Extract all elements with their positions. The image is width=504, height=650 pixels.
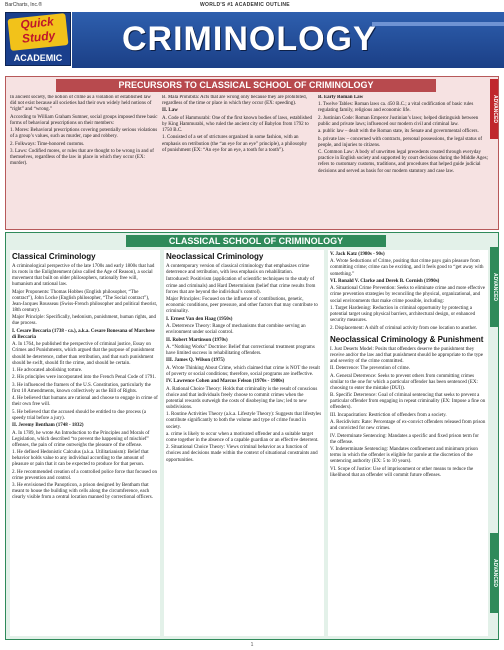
list-item: 1. He defined Hedonistic Calculus (a.k.a. Utilitarianism): Belief that behavior holds value to any individual according to the amount of pleasure or pain that it can be expected to produce for that person. — [12, 450, 149, 468]
list-item: 3. He influenced the framers of the U.S. Constitution, particularly the first 10 Amendments, known collectively as the Bill of Rights. — [12, 382, 151, 394]
page-title: CRIMINOLOGY — [122, 20, 377, 58]
precursors-column-3 — [318, 95, 488, 227]
list-item: IV. Determinate Sentencing: Mandates a specific and fixed prison term for the offense. — [330, 433, 479, 445]
list-item: II. Deterrence: The prevention of crime. — [330, 366, 411, 372]
list-item: A. General Deterrence: Seeks to prevent others from committing crimes similar to the one for which a particular offender has been sentenced (EX: choosing to enter the mistake (DUI)). — [330, 373, 478, 391]
list-item: 1. Twelve Tables: Roman laws ca. 450 B.C.; a vital codification of basic rules regulating family, religious and economic life. — [318, 102, 474, 114]
list-item: A. Situational Crime Prevention: Seeks to eliminate crime and more effective crime prevention strategies by reconciling the physical, organizational, and social environments that make crime possible, including: — [330, 286, 486, 304]
classical-section — [5, 232, 499, 640]
list-item: a. crime is likely to occur when a motivated offender and a suitable target come together in the absence of a capable guardian or an effective deterrent. — [166, 431, 319, 443]
list-item: 1. He advocated abolishing torture. — [12, 367, 83, 373]
list-item: A. Recidivism: Rate: Percentage of ex-convict offenders released from prison and convicted for new crimes. — [330, 420, 486, 432]
list-item: 1. Target Hardening: Reduction in criminal opportunity by protecting a potential target using physical barriers, architectural design, or enhanced security measures. — [330, 305, 476, 324]
paragraph: A criminological perspective of the late 1700s and early 1800s that had its roots in the Enlightenment (also called the Age of Reason), a social movement that built on older philosophers, rationally free will, humanism and rational law. — [12, 264, 155, 288]
paragraph: 1. Consisted of a set of strictures organized in some fashion, with an emphasis on retribution (the “an eye for an eye” principle), a philosophy of punishment (EX: “An eye for an eye, a tooth for a tooth”). — [162, 135, 307, 153]
side-tab: ADVANCED — [490, 247, 498, 327]
title-banner — [72, 12, 504, 68]
list-item: A. In 1764, he published the perspective of criminal justice, Essay on Crimes and Punishments, which argued that the purpose of punishment should be deterrence, rather than retribution, and that such punishment should be swift, should fit the crime, and should be certain. — [12, 342, 155, 366]
paragraph: B. Mala Prohibita: Acts that are wrong only because they are prohibited, regardless of the time or place in which they occur (EX: speeding). — [162, 95, 307, 107]
section-label: I. Ernest Van den Haag (1950s) — [166, 316, 233, 322]
list-item: 2. Folkways: Time-honored customs. — [10, 141, 85, 147]
paragraph: In ancient society, the notion of crime as a violation of established law did not exist because all societies had their own widely held notions of “right” and “wrong.” — [10, 95, 152, 113]
subheading: Neoclassical Criminology & Punishment — [330, 334, 484, 344]
publisher-label: BarCharts, Inc.® — [5, 2, 43, 8]
logo-text: Quick Study — [19, 14, 56, 46]
paragraph: A contemporary version of classical criminology that emphasizes crime deterrence and retribution, with less emphasis on rehabilitation. — [166, 264, 310, 276]
precursors-heading: PRECURSORS TO CLASSICAL SCHOOL OF CRIMINOLOGY — [56, 79, 436, 92]
list-item: 3. He envisioned the Panopticon, a prison designed by Bentham that meant to house the building with cells along the circumference, each clearly visible from a central location manned by correctional officers. — [12, 483, 153, 501]
subheading: Neoclassical Criminology — [166, 252, 264, 261]
list-item: B. Specific Deterrence: Goal of criminal sentencing that seeks to prevent a particular offender from engaging in repeat criminality (EX: Impose a fine on offenders). — [330, 393, 486, 411]
list-item: 1. Mores: Behavioral prescriptions covering potentially serious violations of a group’s values, such as murder, rape and robbery. — [10, 128, 158, 140]
classical-column-1 — [10, 250, 160, 636]
logo-subtitle: ACADEMIC — [13, 53, 63, 63]
paragraph: C. Common Law: A body of unwritten legal precedents created through everyday practice in English society and supported by court decisions during the Middle Ages; refers to customary customs, traditions, and procedures that helped guide judicial decisions and served as basis for our modern statutory and case law. — [318, 150, 488, 174]
section-label: B. Early Roman Law — [318, 95, 364, 100]
list-item: 2. He recommended creation of a controlled police force that focused on crime prevention and control. — [12, 469, 157, 481]
list-item: A. Rational Choice Theory: Holds that criminality is the result of conscious choice and that individuals freely choose to commit crimes when the potential rewards outweigh the costs of disobeying the law; led to new subdivisions. — [166, 386, 318, 410]
precursors-column-1 — [10, 95, 158, 227]
section-label: V. Jack Katz (1980s - 90s) — [330, 252, 385, 257]
paragraph: Introduced: Positivism (application of scientific techniques to the study of crime and criminals) and Hard Determinism (belief that crime results from forces that are beyond the individual’s control). — [166, 277, 316, 295]
list-item: 2. Displacement: A shift of criminal activity from one location to another. — [330, 325, 478, 331]
section-label: VI. Ronald V. Clarke and Derek B. Cornish (1990s) — [330, 278, 440, 284]
section-label: II. Robert Martinson (1970s) — [166, 337, 228, 343]
classical-column-2 — [164, 250, 324, 636]
paragraph: A. Code of Hammurabi: One of the first known bodies of laws, established by King Hammurabi, who ruled the ancient city of Babylon from 1792 to 1750 B.C. — [162, 115, 312, 134]
classical-heading: CLASSICAL SCHOOL OF CRIMINOLOGY — [126, 235, 386, 247]
list-item: I. Just Deserts Model: Posits that offenders deserve the punishment they receive and/or the law and that punishment should be appropriate to the type and severity of the crime committed. — [330, 346, 484, 364]
paragraph: According to William Graham Sumner, social groups imposed three basic forms of behavioral prescriptions on their members: — [10, 114, 158, 126]
logo-badge — [7, 13, 68, 51]
section-label: IV. Lawrence Cohen and Marcus Felson (1970s - 1980s) — [166, 379, 285, 385]
precursors-column-2 — [162, 95, 312, 227]
list-item: 2. Justinian Code: Roman Emperor Justinian’s laws; helped distinguish between public and private laws; influenced our modern civil and criminal law. — [318, 115, 479, 127]
list-item: A. Deterrence Theory: Range of mechanisms that combine serving an environment under social control. — [166, 324, 306, 336]
paragraph: Major Proponents: Thomas Hobbes (English philosopher, “The contract”), John Locke (English philosopher, “The Social contract”), Jean-Jacques Rousseau (Swiss-French philosopher and political theorist, 18th century). — [12, 289, 158, 313]
title-stripe — [372, 22, 504, 26]
quickstudy-logo — [5, 12, 71, 66]
list-item: a. public law – dealt with the Roman state, its Senate and governmental officers. — [318, 129, 479, 135]
list-item: A. “Nothing Works” Doctrine: Belief that correctional treatment programs have limited success in rehabilitating offenders. — [166, 344, 315, 356]
list-item: 3. Laws: Codified mores, or rules that are thought to be wrong in and of themselves, regardless of the law in place in which they occur (EX: murder). — [10, 148, 154, 167]
subheading: Classical Criminology — [12, 252, 96, 261]
section-label: II. Jeremy Bentham (1748 - 1832) — [12, 423, 84, 429]
side-tab: ADVANCED — [490, 533, 498, 613]
paragraph: Major Principles: Focused on the influence of contributions, genetic, economic conditions, peer pressure, and other factors that may contribute to criminality. — [166, 297, 318, 315]
section-label: III. James Q. Wilson (1975) — [166, 358, 225, 364]
list-item: b. private law – concerned with contracts, personal possessions, the legal status of people, and injuries to citizens. — [318, 136, 482, 148]
list-item: III. Incapacitation: Restriction of offenders from a society. — [330, 412, 447, 418]
list-item: 4. He believed that humans are rational and choose to engage in crime of their own free will. — [12, 396, 158, 408]
page-number: 1 — [250, 642, 254, 648]
list-item: A. Wrote Thinking About Crime, which claimed that crime is NOT the result of poverty or social conditions; therefore, social programs are ineffective. — [166, 365, 320, 377]
list-item: A. In 1789, he wrote An Introduction to the Principles and Morals of Legislation, which described “to prevent the happening of mischief” offenses, the pain of crime outweighs the pleasure of the offense. — [12, 430, 150, 448]
section-label: I. Cesare Beccaria (1738 - ca.), a.k.a. Cesare Bonesana of Marchese di Beccaria — [12, 328, 155, 340]
side-tab: ADVANCED — [490, 79, 498, 139]
list-item: 5. He believed that the accused should be entitled to due process (a speedy trial before a jury). — [12, 409, 146, 421]
header — [0, 0, 504, 72]
classical-column-3 — [328, 250, 488, 636]
tagline: WORLD'S #1 ACADEMIC OUTLINE — [200, 2, 290, 8]
precursors-section — [5, 76, 499, 230]
list-item: 2. Situational Choice Theory: Views criminal behavior as a function of choices and decisions made within the context of situational constraints and opportunities. — [166, 445, 318, 463]
section-label: II. Law — [162, 108, 178, 114]
list-item: VI. Scope of Justice: Use of imprisonment or other means to reduce the likelihood that an offender will commit future offenses. — [330, 466, 474, 478]
list-item: A. Wrote Seductions of Crime, positing that crime pays gain pleasure from committing crime; crime can be exciting, and it feels good to “get away with something.” — [330, 259, 484, 277]
paragraph: Major Principle: Specifically, hedonism, punishment, human rights, and due process. — [12, 315, 156, 327]
list-item: V. Indeterminate Sentencing: Mandates confinement and minimum prison terms in which the offender is eligible for parole at the discretion of the sentencing authority (EX: 5 to 10 years). — [330, 447, 478, 465]
list-item: 1. Routine Activities Theory (a.k.a. Lifestyle Theory): Suggests that lifestyles contribute significantly to both the volume and type of crime found in society. — [166, 412, 322, 430]
list-item: 2. His principles were incorporated into the French Penal Code of 1791. — [12, 375, 156, 381]
